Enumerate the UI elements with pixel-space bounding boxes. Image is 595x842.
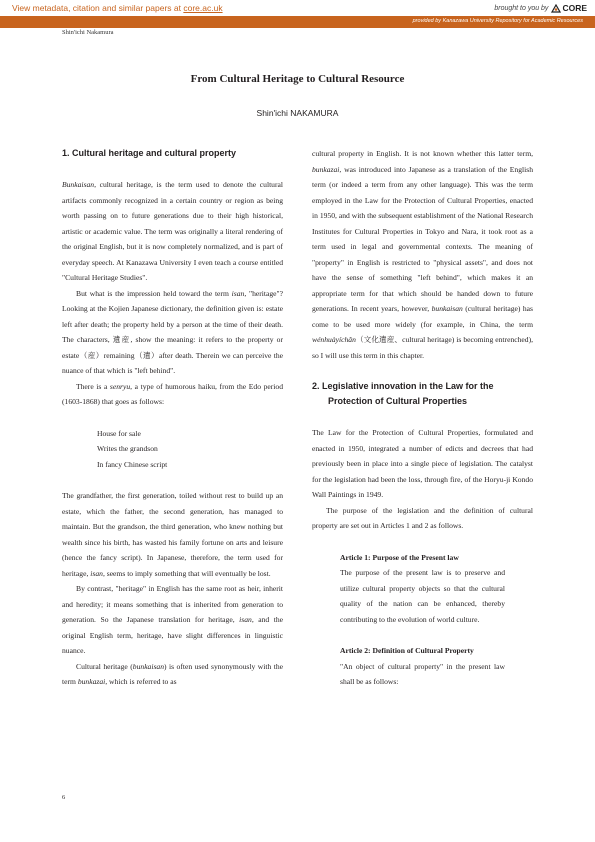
paragraph: The Law for the Protection of Cultural Properties, formulated and enacted in 1950, integrated a number of edicts and decrees that had previously been in place into a single piece of legislation. The catalyst for the legislation had been the loss, through fire, of the Horyu-ji Kondo Wall Paintings in 1949. bbox=[312, 428, 533, 499]
article-body: The purpose of the present law is to preserve and utilize cultural property objects so that the cultural quality of the nation can be enhanced, thereby contributing to the evolution of world culture. bbox=[340, 568, 505, 624]
core-banner bbox=[0, 0, 595, 16]
verse-line: House for sale bbox=[97, 428, 141, 438]
right-column bbox=[312, 146, 533, 690]
paragraph: Bunkaisan, cultural heritage, is the term used to denote the cultural artifacts commonly recognized in a certain country or region as being worth passing on to future generations due to their high historical, artistic or academic value. The term was originally a literal rendering of the original English, but it is now completely normalized, and is part of everyday speech. At Kanazawa University I even teach a course entitled "Cultural Heritage Studies". bbox=[62, 180, 283, 282]
article-heading: Article 2: Definition of Cultural Property bbox=[340, 646, 474, 655]
repository-stripe bbox=[0, 16, 595, 28]
verse-line: Writes the grandson bbox=[97, 444, 158, 453]
paragraph: cultural property in English. It is not known whether this latter term, bunkazai, was introduced into Japanese as a translation of the English term (or indeed a term from any other language). This was the term employed in the Law for the Protection of Cultural Properties, enacted in 1950, and with the subsequent establishment of the National Research Institutes for Cultural Properties in Tokyo and Nara, it took root as a term used in legal and governmental contexts. The meaning of "property" in English is restricted to "physical assets", and does not have the sense of something "left behind", which makes it an appropriate term for that which should be handed down to future generations. In recent years, however, bunkaisan (cultural heritage) has come to be used more widely (for example, in China, the term wénhuàyíchǎn（文化遺産、cultural heritage) is becoming entrenched), so I will use this term in this chapter. bbox=[312, 149, 533, 360]
paragraph: The purpose of the legislation and the definition of cultural property are set out in Articles 1 and 2 as follows. bbox=[312, 505, 533, 530]
provided-by-text: provided by Kanazawa University Repository for Academic Resources bbox=[412, 18, 583, 24]
brought-by-text: brought to you by bbox=[494, 4, 549, 12]
paragraph: Cultural heritage (bunkaisan) is often used synonymously with the term bunkazai, which is referred to as bbox=[62, 661, 283, 686]
core-logo-icon bbox=[551, 4, 561, 13]
paper-author: Shin'ichi NAKAMURA bbox=[256, 108, 339, 118]
section-heading-2: 2. Legislative innovation in the Law for the Protection of Cultural Properties bbox=[312, 381, 494, 406]
article-body: "An object of cultural property" in the present law shall be as follows: bbox=[340, 661, 505, 686]
article-2 bbox=[340, 643, 505, 690]
paragraph: There is a senryu, a type of humorous haiku, from the Edo period (1603-1868) that goes as follows: bbox=[62, 381, 283, 406]
left-column bbox=[62, 146, 283, 690]
paragraph: But what is the impression held toward the term isan, "heritage"? Looking at the Kojien Japanese dictionary, the definition given is: estate left after death; the property held by a person at the time of their death. The characters, 遺産, show the meaning: it refers to the property or estate（産）remaining（遺）after death. Therein we can perceive the nuance of that which is "left behind". bbox=[62, 288, 283, 375]
senryu-verse bbox=[97, 426, 283, 473]
verse-line: In fancy Chinese script bbox=[97, 459, 168, 469]
core-metadata-link[interactable]: View metadata, citation and similar papers at core.ac.uk bbox=[12, 3, 223, 13]
core-attribution bbox=[494, 3, 587, 13]
article-heading: Article 1: Purpose of the Present law bbox=[340, 552, 459, 562]
core-link-domain[interactable]: core.ac.uk bbox=[183, 3, 223, 13]
core-logo-label: CORE bbox=[562, 3, 587, 13]
article-1 bbox=[340, 550, 505, 628]
section-heading-1: 1. Cultural heritage and cultural property bbox=[62, 148, 237, 158]
page-number: 6 bbox=[62, 794, 66, 801]
core-logo[interactable] bbox=[551, 3, 587, 13]
paragraph: The grandfather, the first generation, toiled without rest to build up an estate, which the father, the second generation, has managed to maintain. But the grandson, the third generation, who knew nothing but wealth since his birth, has wasted his family fortune on arts and leisure (hence the fancy script). In Japanese, therefore, the term used for heritage, isan, seems to imply something that will eventually be lost. bbox=[62, 491, 283, 578]
paragraph: By contrast, "heritage" in English has the same root as heir, inherit and heredity; it means something that is inherited from generation to generation. So the Japanese translation for heritage, isan, and the original English term, heritage, have slight differences in linguistic nuance. bbox=[62, 584, 284, 655]
paper-title: From Cultural Heritage to Cultural Resource bbox=[190, 73, 405, 85]
running-head: Shin'ichi Nakamura bbox=[62, 29, 114, 36]
